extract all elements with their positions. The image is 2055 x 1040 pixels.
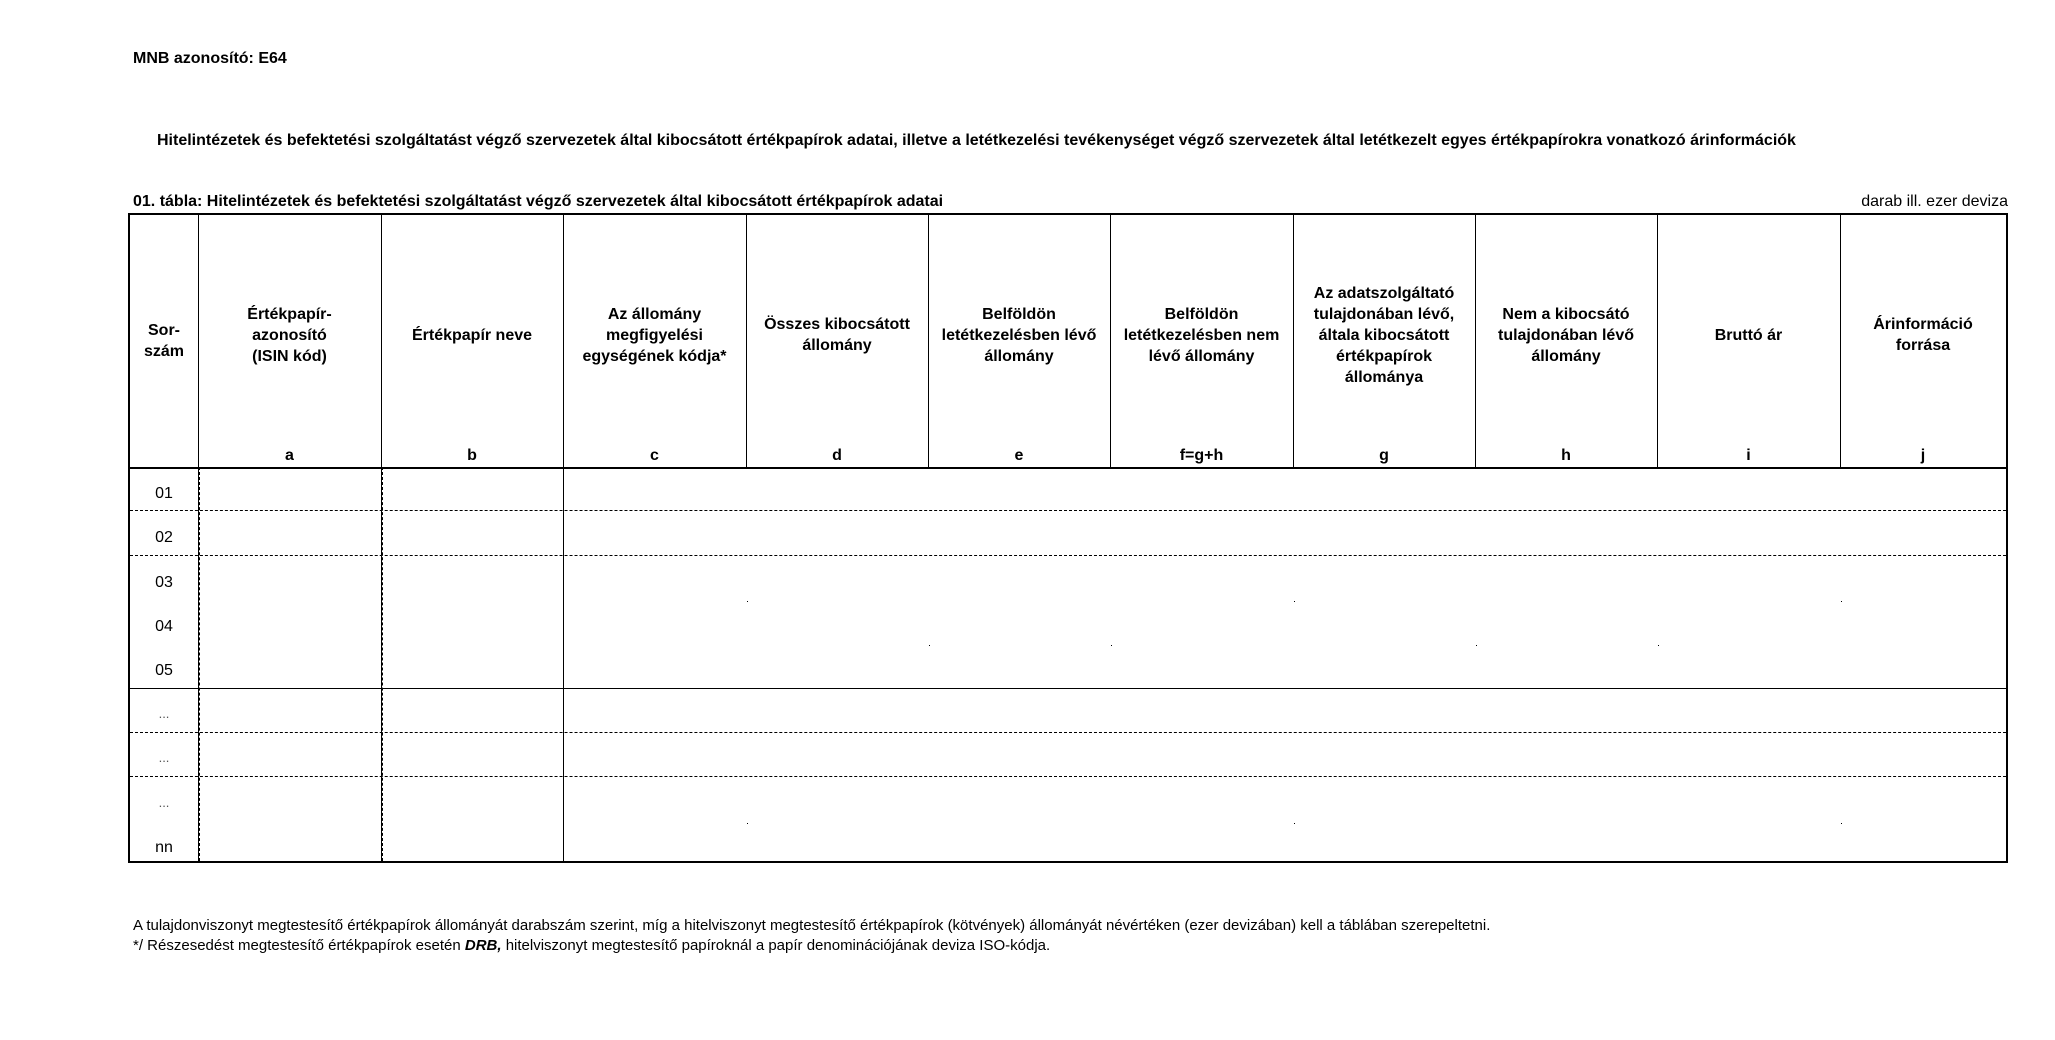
column-header: Sor- szám [143,322,185,360]
row-divider [130,688,2006,689]
row-divider [130,555,2006,556]
document-title: Hitelintézetek és befektetési szolgáltatást végző szervezetek által kibocsátott értékpapírok adatai, illetve a letétkezelési tevékenységet végző szervezetek által letétkezelt egyes értékpapírokra vonatkozó árinformációk [157,132,1796,149]
column-code: h [1561,447,1571,464]
dot-mark [929,645,930,646]
row-number: ... [158,750,170,765]
footnote-holdings: A tulajdonviszonyt megtestesítő értékpapírok állományát darabszám szerint, míg a hitelviszonyt megtestesítő értékpapírok (kötvények) állományát névértéken (ezer devizában) kell a táblában szerepeltetni. [133,917,1491,934]
column-divider [199,467,200,861]
column-code: i [1746,447,1751,464]
dot-mark [1476,645,1477,646]
column-code: f=g+h [1179,447,1224,464]
row-number: 03 [155,574,173,591]
column-header: Belföldön letétkezelésben nem lévő állomány [1123,305,1280,365]
column-code: d [832,447,842,464]
footnote-drb: DRB, [464,937,502,954]
header-divider [130,467,2006,469]
column-header: Összes kibocsátott állomány [764,316,910,354]
row-number: 05 [155,662,173,679]
column-code: e [1014,447,1024,464]
dot-mark [1841,601,1842,602]
row-number: 01 [155,485,173,502]
column-divider [382,467,383,861]
dot-mark [1294,601,1295,602]
column-header: Az állomány megfigyelési egységének kódja* [582,305,727,365]
column-header: Árinformáció forrása [1873,316,1973,354]
column-header: Értékpapír neve [411,326,533,344]
unit-label: darab ill. ezer deviza [1861,193,2008,210]
dot-mark [1658,645,1659,646]
column-header: Bruttó ár [1714,326,1783,344]
column-code: g [1379,447,1389,464]
dot-mark [747,601,748,602]
column-code: b [467,447,477,464]
column-header: Belföldön letétkezelésben lévő állomány [941,305,1097,365]
column-code: a [285,447,294,464]
column-header: Nem a kibocsátó tulajdonában lévő állomány [1497,305,1634,365]
dot-mark [1841,823,1842,824]
dot-mark [1111,645,1112,646]
row-number: 04 [155,618,173,635]
mnb-identifier: MNB azonosító: E64 [133,50,287,67]
dot-mark [747,823,748,824]
dot-mark [1294,823,1295,824]
footnote-suffix: hitelviszonyt megtestesítő papíroknál a papír denominációjának deviza ISO-kódja. [501,937,1051,954]
row-number: ... [158,706,170,721]
row-number: ... [158,795,170,810]
footnote-asterisk [133,937,1050,954]
row-divider [130,732,2006,733]
row-number: 02 [155,529,173,546]
row-number: nn [155,839,173,856]
table-title: 01. tábla: Hitelintézetek és befektetési szolgáltatást végző szervezetek által kibocsátott értékpapírok adatai [133,193,944,210]
column-header: Az adatszolgáltató tulajdonában lévő, általa kibocsátott értékpapírok állománya [1313,284,1455,386]
column-code: j [1920,447,1926,464]
row-divider [130,510,2006,511]
column-code: c [650,447,659,464]
data-table [128,213,2008,863]
column-header: Értékpapír- azonosító (ISIN kód) [247,305,332,365]
row-divider [130,776,2006,777]
footnote-prefix: */ Részesedést megtestesítő értékpapírok esetén [133,937,465,954]
